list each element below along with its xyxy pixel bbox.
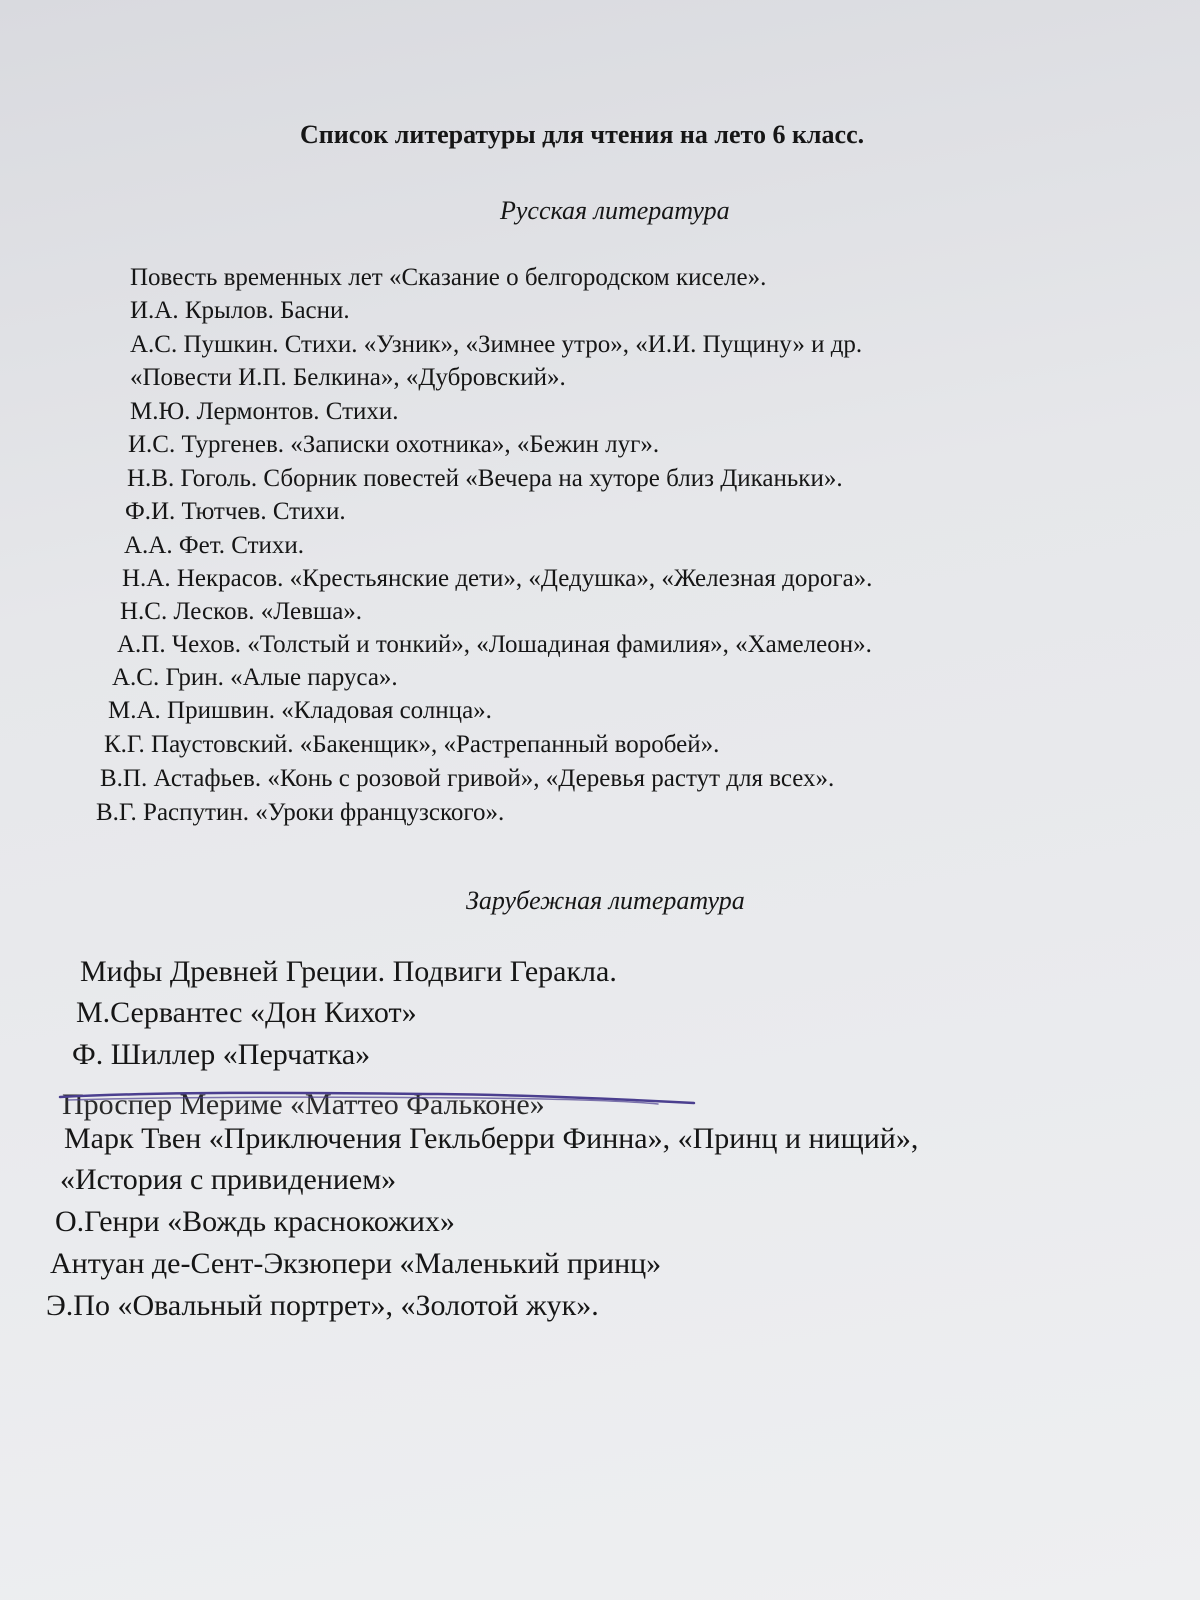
list-item: Ф. Шиллер «Перчатка»	[72, 1038, 371, 1071]
list-item: «Повести И.П. Белкина», «Дубровский».	[130, 364, 566, 391]
list-item: Н.А. Некрасов. «Крестьянские дети», «Дедушка», «Железная дорога».	[122, 565, 873, 592]
list-item: А.П. Чехов. «Толстый и тонкий», «Лошадиная фамилия», «Хамелеон».	[117, 631, 872, 658]
list-item: Э.По «Овальный портрет», «Золотой жук».	[46, 1289, 599, 1322]
pen-strikethrough-mark	[58, 1083, 698, 1123]
list-item: Повесть временных лет «Сказание о белгородском киселе».	[130, 264, 767, 291]
list-item: К.Г. Паустовский. «Бакенщик», «Растрепанный воробей».	[104, 731, 720, 758]
list-item: И.С. Тургенев. «Записки охотника», «Бежин луг».	[128, 431, 660, 458]
list-item: Марк Твен «Приключения Гекльберри Финна», «Принц и нищий»,	[64, 1122, 919, 1155]
list-item: И.А. Крылов. Басни.	[130, 297, 350, 324]
list-item: М.Сервантес «Дон Кихот»	[76, 996, 417, 1029]
list-item: А.С. Пушкин. Стихи. «Узник», «Зимнее утро», «И.И. Пущину» и др.	[130, 331, 863, 358]
list-item: М.Ю. Лермонтов. Стихи.	[130, 398, 399, 425]
list-item: Ф.И. Тютчев. Стихи.	[125, 498, 346, 525]
list-item: А.С. Грин. «Алые паруса».	[112, 664, 398, 691]
russian-literature-heading: Русская литература	[500, 196, 730, 225]
list-item: М.А. Пришвин. «Кладовая солнца».	[108, 697, 492, 724]
foreign-literature-heading: Зарубежная литература	[466, 886, 745, 915]
list-item: В.Г. Распутин. «Уроки французского».	[96, 799, 505, 826]
list-item: Н.В. Гоголь. Сборник повестей «Вечера на хуторе близ Диканьки».	[127, 465, 843, 492]
list-item: Мифы Древней Греции. Подвиги Геракла.	[80, 955, 617, 988]
struck-out-item: Проспер Мериме «Маттео Фальконе»	[62, 1088, 545, 1121]
list-item: О.Генри «Вождь краснокожих»	[55, 1205, 455, 1238]
page-title: Список литературы для чтения на лето 6 класс.	[300, 120, 865, 149]
list-item: В.П. Астафьев. «Конь с розовой гривой», «Деревья растут для всех».	[100, 765, 835, 792]
list-item: «История с привидением»	[60, 1163, 397, 1196]
list-item: Н.С. Лесков. «Левша».	[120, 598, 363, 625]
list-item: Антуан де-Сент-Экзюпери «Маленький принц»	[50, 1247, 662, 1280]
list-item: А.А. Фет. Стихи.	[124, 532, 305, 559]
